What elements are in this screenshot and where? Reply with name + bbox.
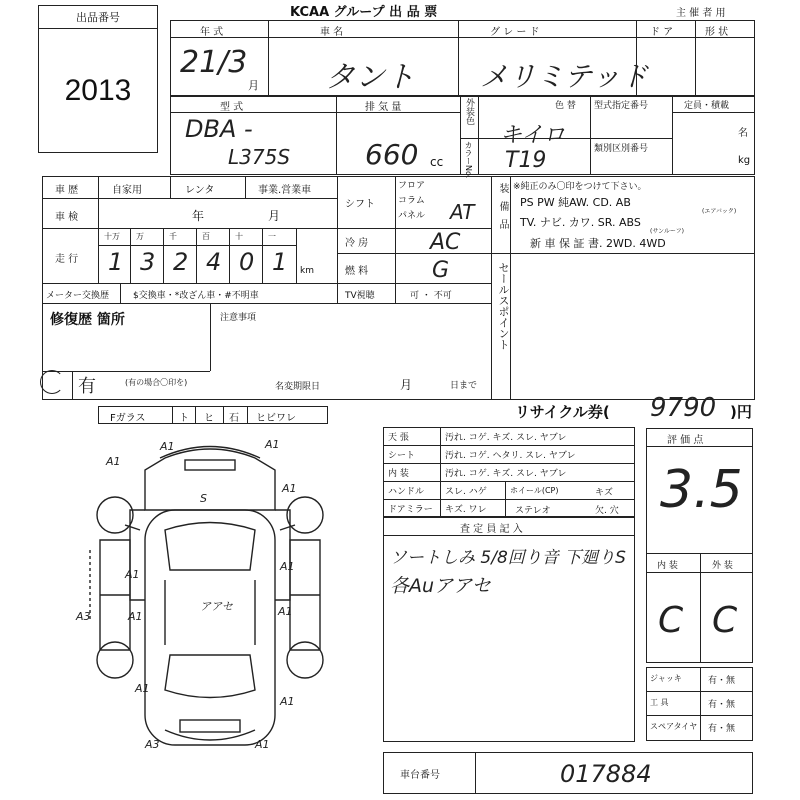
mileage-digit-1: 3 xyxy=(140,248,156,276)
condition-row-value: 汚れ. コゲ. ヘタリ. スレ. ヤブレ xyxy=(445,451,576,461)
diagram-mark: A1 xyxy=(278,605,293,618)
shift-option-floor: フロア xyxy=(398,181,426,191)
recycle-suffix: )円 xyxy=(730,403,752,421)
diagram-mark: アアセ xyxy=(200,600,233,613)
shift-label: シフト xyxy=(345,199,375,210)
tv-label: TV視聴 xyxy=(345,291,375,301)
hw-grade: メリミテッド xyxy=(480,60,649,93)
glass-label: Fガラス xyxy=(110,413,146,424)
equipment-row3: 新 車 保 証 書. 2WD. 4WD xyxy=(530,237,666,250)
hw-recycle-amount: 9790 xyxy=(650,393,717,423)
diagram-mark: S xyxy=(200,492,207,505)
car-damage-diagram xyxy=(70,430,360,760)
organizer-label: 主 催 者 用 xyxy=(676,8,726,19)
meter-exchange-label: メーター交換歴 xyxy=(46,291,110,301)
repair-label: 修復歴 箇所 xyxy=(50,312,125,328)
hw-type-code-2: L375S xyxy=(228,145,291,169)
header-doors: ド ア xyxy=(650,27,674,38)
history-label: 車 歴 xyxy=(55,185,79,196)
mileage-digit-2: 2 xyxy=(173,248,189,276)
condition-row-label: 天 張 xyxy=(388,433,409,443)
wheel-label: ホイール(CP) xyxy=(510,486,559,495)
tool-label: スペアタイヤ xyxy=(650,722,698,731)
diagram-mark: A1 xyxy=(265,438,280,451)
condition-row-label: ハンドル xyxy=(388,487,425,497)
history-option-private: 自家用 xyxy=(112,185,142,196)
history-option-rental: レンタ xyxy=(185,185,215,196)
hw-color: キイロ xyxy=(500,123,566,148)
lot-box-label: 出品番号 xyxy=(39,6,157,29)
header-model: 車 名 xyxy=(320,27,344,38)
lot-number: 2013 xyxy=(64,74,132,107)
kg-unit: kg xyxy=(738,155,751,166)
mileage-digit-0: 1 xyxy=(108,248,124,276)
inspection-label: 車 検 xyxy=(55,212,79,223)
exterior-color-label: 外装色 xyxy=(464,98,474,125)
equipment-label: 装備品 xyxy=(497,183,508,237)
meter-note: $交換車・*改ざん車・#不明車 xyxy=(133,291,259,301)
name-change-month: 月 xyxy=(400,378,413,392)
header-year: 年 式 xyxy=(200,27,224,38)
km-unit: km xyxy=(300,266,314,276)
condition-row-value: 汚れ. コゲ. キズ. スレ. ヤブレ xyxy=(445,433,567,443)
month-unit: 月 xyxy=(248,79,259,92)
hw-ac: AC xyxy=(430,230,461,255)
hw-interior-grade: C xyxy=(658,600,684,641)
hw-type-code-1: DBA - xyxy=(185,115,253,143)
name-change-day: 日まで xyxy=(450,381,478,391)
shift-option-column: コラム xyxy=(398,196,425,206)
tv-options: 可 ・ 不可 xyxy=(410,291,452,301)
diagram-mark: A1 xyxy=(282,482,297,495)
glass-option-4: ヒビワレ xyxy=(256,413,296,424)
hw-repair-mark: 有 xyxy=(78,376,96,397)
fuel-label: 燃 料 xyxy=(345,266,369,277)
color-change-label: 色 替 xyxy=(555,101,576,111)
diagram-mark: A1 xyxy=(255,738,270,751)
persons-unit: 名 xyxy=(738,128,748,139)
hw-shift: AT xyxy=(450,200,475,224)
hw-inspector-line2: 各Auアアセ xyxy=(390,575,491,597)
equipment-note: ※純正のみ〇印をつけて下さい。 xyxy=(513,182,647,192)
condition-row-value: 汚れ. コゲ. キズ. スレ. ヤブレ xyxy=(445,469,567,479)
history-option-business: 事業.営業車 xyxy=(258,185,312,196)
hw-color-code: T19 xyxy=(505,148,547,173)
interior-label: 内 装 xyxy=(657,561,678,571)
sales-point-label: セールスポイント xyxy=(497,262,510,350)
tool-label: 工 具 xyxy=(650,698,669,707)
equipment-row2-small: (サンルーフ) xyxy=(650,228,684,235)
ac-label: 冷 房 xyxy=(345,238,369,249)
hw-exterior-grade: C xyxy=(712,600,738,641)
wheel-value: キズ xyxy=(595,488,613,498)
mileage-digit-4: 0 xyxy=(239,248,255,276)
inspector-label: 査 定 員 記 入 xyxy=(460,524,523,535)
inspection-year-unit: 年 xyxy=(192,209,205,223)
group-title: KCAA グループ 出 品 票 xyxy=(290,5,438,20)
header-grade: グ レ ー ド xyxy=(490,27,540,38)
condition-row-label: 内 装 xyxy=(388,469,409,479)
tool-value: 有・無 xyxy=(708,676,736,686)
hw-chassis-number: 017884 xyxy=(560,760,652,788)
diagram-mark: A1 xyxy=(135,682,150,695)
diagram-mark: A3 xyxy=(145,738,160,751)
cc-unit: cc xyxy=(430,155,444,169)
evaluation-label: 評 価 点 xyxy=(667,435,704,446)
shift-option-panel: パネル xyxy=(398,211,426,221)
recycle-label: リサイクル券( xyxy=(515,403,610,421)
type-label: 型 式 xyxy=(220,102,244,113)
diagram-mark: A1 xyxy=(128,610,143,623)
equipment-row1-small: (エアバック) xyxy=(702,208,737,215)
mileage-header-0: 十万 xyxy=(104,232,120,241)
diagram-mark: A3 xyxy=(76,610,91,623)
glass-option-2: ヒ xyxy=(204,413,214,424)
diagram-mark: A1 xyxy=(160,440,175,453)
mileage-header-3: 百 xyxy=(202,232,210,241)
condition-row-label: シート xyxy=(388,451,416,461)
header-shape: 形 状 xyxy=(705,27,729,38)
mileage-label: 走 行 xyxy=(55,254,79,265)
hw-displacement: 660 xyxy=(365,138,419,171)
tool-value: 有・無 xyxy=(708,700,736,710)
equipment-row1: PS PW 純AW. CD. AB xyxy=(520,196,631,209)
chassis-label: 車台番号 xyxy=(400,770,440,781)
tool-label: ジャッキ xyxy=(650,674,682,683)
type-designation-label: 型式指定番号 xyxy=(594,101,649,111)
diagram-mark: A1 xyxy=(106,455,121,468)
mileage-header-5: 一 xyxy=(268,232,276,241)
mileage-header-1: 万 xyxy=(136,232,144,241)
stereo-value: 欠. 穴 xyxy=(595,506,619,516)
mileage-header-4: 十 xyxy=(235,232,243,241)
hw-score: 3.5 xyxy=(660,460,743,520)
repair-circle-mark xyxy=(40,370,64,394)
hw-year: 21/3 xyxy=(180,45,248,80)
mileage-digit-5: 1 xyxy=(272,248,288,276)
tool-value: 有・無 xyxy=(708,724,736,734)
mileage-digit-3: 4 xyxy=(206,248,222,276)
mileage-header-2: 千 xyxy=(169,232,177,241)
name-change-label: 名変期限日 xyxy=(275,382,321,392)
equipment-row2: TV. ナビ. カワ. SR. ABS xyxy=(520,216,641,229)
condition-row-label: ドアミラー xyxy=(388,505,433,515)
category-label: 類別区別番号 xyxy=(594,144,649,154)
inspection-month-unit: 月 xyxy=(268,209,281,223)
glass-option-1: ト xyxy=(179,413,189,424)
note-label: 注意事項 xyxy=(220,313,257,323)
hw-fuel: G xyxy=(432,258,450,283)
condition-row-value: スレ. ハゲ xyxy=(445,487,487,497)
diagram-mark: A1 xyxy=(280,695,295,708)
repair-sub-note: (有の場合〇印を) xyxy=(125,378,188,387)
glass-option-3: 石 xyxy=(229,413,239,424)
hw-inspector-line1: ソートしみ 5/8回り音 下廻りS xyxy=(390,548,626,568)
capacity-label: 定員・積載 xyxy=(684,101,730,111)
diagram-mark: A1 xyxy=(125,568,140,581)
lot-number-box xyxy=(38,5,158,153)
stereo-label: ステレオ xyxy=(515,506,551,516)
color-no-label: カラーNo. xyxy=(464,141,473,179)
hw-model-name: タント xyxy=(325,60,415,95)
condition-row-value: キズ. ワレ xyxy=(445,505,487,515)
displacement-label: 排 気 量 xyxy=(365,102,402,113)
exterior-label: 外 装 xyxy=(712,561,733,571)
diagram-mark: A1 xyxy=(280,560,295,573)
